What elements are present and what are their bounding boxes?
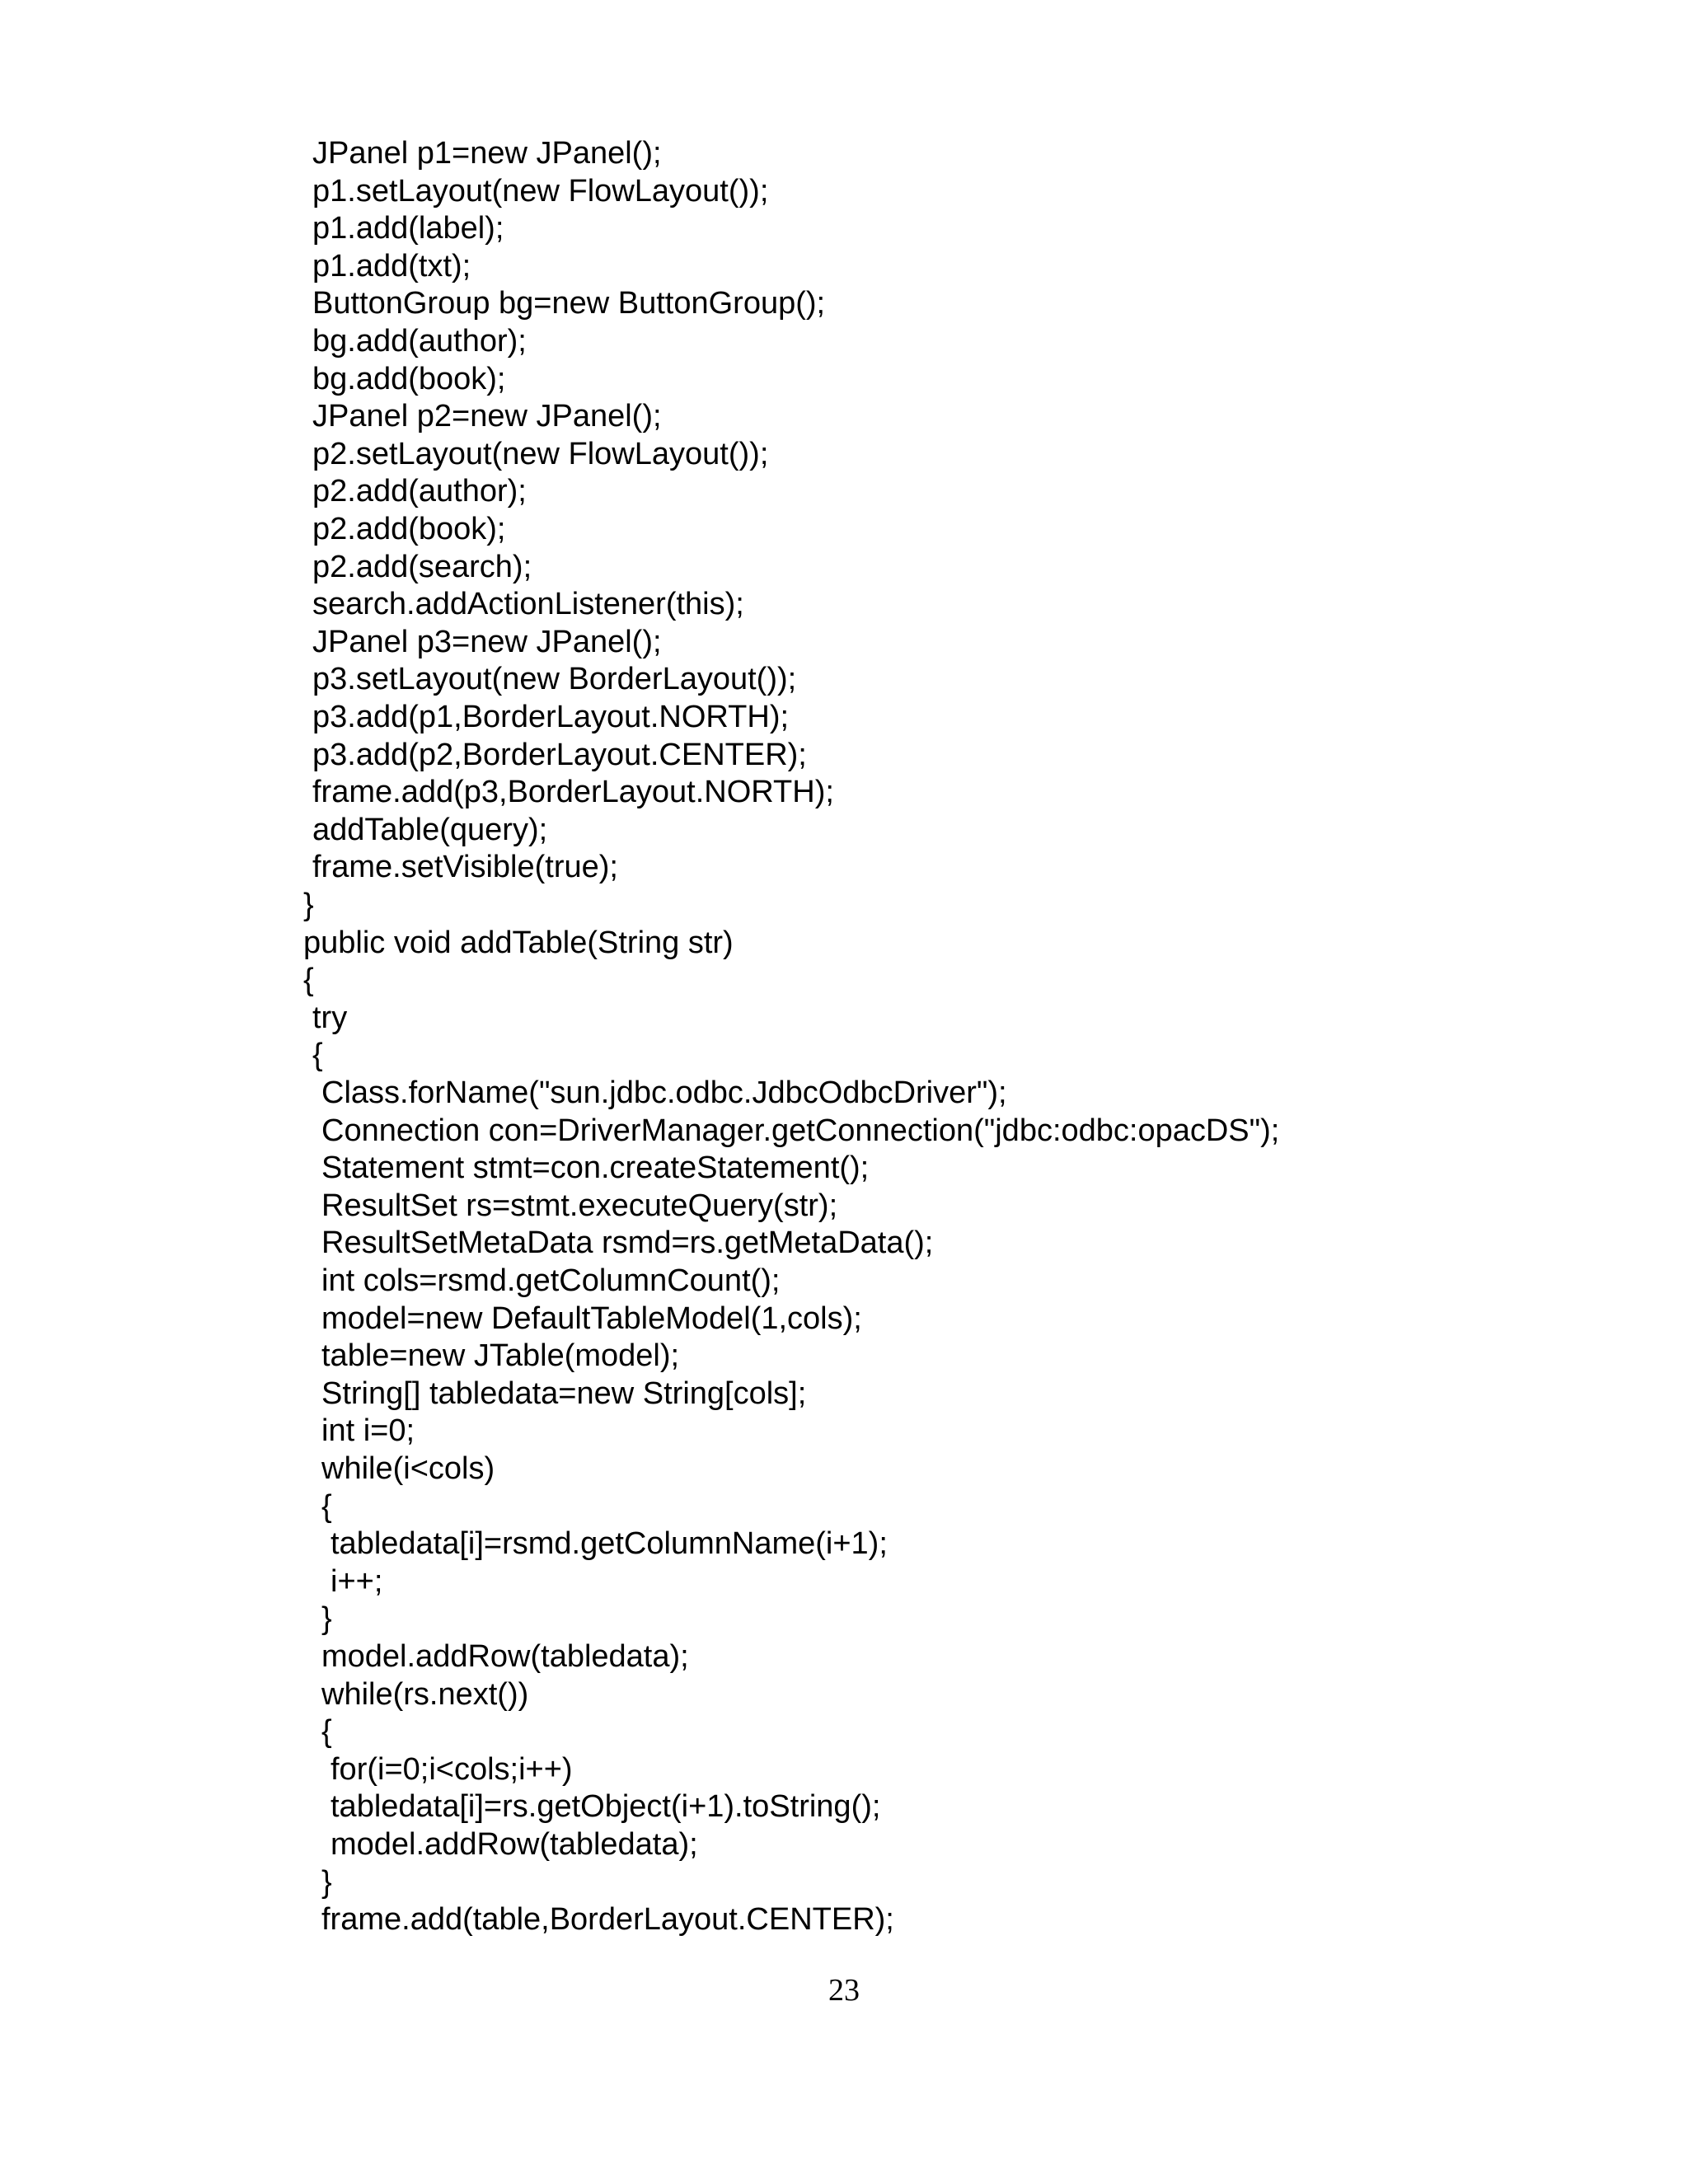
code-line: String[] tabledata=new String[cols]; [321,1376,807,1411]
code-line: frame.add(p3,BorderLayout.NORTH); [312,775,834,810]
code-line: p3.add(p1,BorderLayout.NORTH); [312,700,790,734]
code-line: addTable(query); [312,812,548,847]
code-line: p2.add(book); [312,512,506,546]
code-line: Class.forName("sun.jdbc.odbc.JdbcOdbcDriver"); [321,1076,1007,1110]
code-line: p2.setLayout(new FlowLayout()); [312,436,769,471]
code-line: public void addTable(String str) [303,925,734,960]
code-line: Connection con=DriverManager.getConnection("jdbc:odbc:opacDS"); [321,1113,1280,1148]
code-line: ResultSetMetaData rsmd=rs.getMetaData(); [321,1226,934,1261]
code-line: ButtonGroup bg=new ButtonGroup(); [312,286,826,321]
code-line: bg.add(book); [312,361,506,396]
code-line: JPanel p1=new JPanel(); [312,136,662,171]
code-line: { [321,1714,332,1750]
code-line: while(i<cols) [321,1451,495,1486]
code-line: p1.add(label); [312,211,504,246]
code-line: p1.add(txt); [312,248,471,284]
code-line: p2.add(author); [312,474,527,509]
code-line: JPanel p2=new JPanel(); [312,399,662,434]
code-line: } [321,1601,332,1637]
code-line: try [312,1000,348,1035]
code-line: tabledata[i]=rsmd.getColumnName(i+1); [331,1526,888,1562]
code-line: { [312,1038,323,1073]
code-line: ResultSet rs=stmt.executeQuery(str); [321,1188,838,1223]
code-line: int cols=rsmd.getColumnCount(); [321,1263,781,1298]
code-line: i++; [331,1563,383,1599]
page-number: 23 [828,1973,860,2008]
code-line: int i=0; [321,1413,415,1449]
code-line: p1.setLayout(new FlowLayout()); [312,173,769,209]
code-line: model.addRow(tabledata); [331,1827,698,1862]
code-line: for(i=0;i<cols;i++) [331,1751,573,1787]
code-line: model.addRow(tabledata); [321,1639,689,1674]
code-line: frame.setVisible(true); [312,850,618,885]
code-line: p3.setLayout(new BorderLayout()); [312,662,797,697]
code-line: search.addActionListener(this); [312,587,744,622]
code-line: Statement stmt=con.createStatement(); [321,1151,870,1186]
code-line: { [321,1488,332,1524]
code-line: while(rs.next()) [321,1676,529,1712]
code-line: frame.add(table,BorderLayout.CENTER); [321,1902,894,1938]
code-line: table=new JTable(model); [321,1338,680,1374]
code-line: JPanel p3=new JPanel(); [312,624,662,659]
code-line: model=new DefaultTableModel(1,cols); [321,1301,862,1336]
code-line: bg.add(author); [312,324,527,359]
code-line: tabledata[i]=rs.getObject(i+1).toString(); [331,1789,881,1825]
code-line: p3.add(p2,BorderLayout.CENTER); [312,737,807,772]
code-line: } [303,888,314,922]
code-line: { [303,963,314,998]
code-line: } [321,1864,332,1900]
code-line: p2.add(search); [312,549,532,584]
